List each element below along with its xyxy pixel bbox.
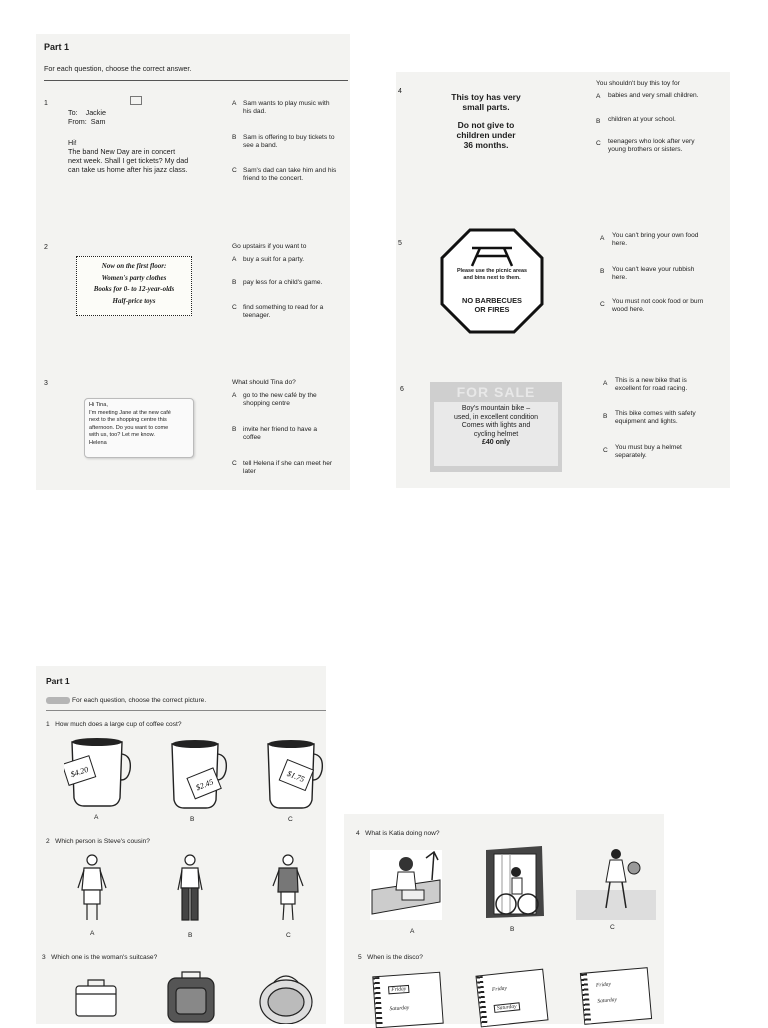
diary-a <box>372 972 443 1028</box>
suitcase-b <box>168 972 214 1022</box>
question-1: 1 How much does a large cup of coffee cost? <box>46 721 182 728</box>
option-b-text: You can't leave your rubbish here. <box>612 266 695 282</box>
exam-page-part1-reading-continued <box>396 72 730 488</box>
coffee-cup-a <box>64 738 130 806</box>
people-picture <box>72 852 322 926</box>
suitcases-picture <box>66 970 316 1024</box>
for-sale-title: FOR SALE <box>456 384 536 400</box>
person-a <box>78 855 106 920</box>
option-c[interactable]: C <box>232 167 237 174</box>
option-a[interactable]: A <box>603 380 608 387</box>
option-c-text: You must not cook food or burn wood here. <box>612 298 704 314</box>
diary-day-saturday: Saturday <box>494 1002 520 1013</box>
picture-label-a[interactable]: A <box>94 814 99 821</box>
sign-text: Please use the picnic areas and bins next to them. <box>456 268 528 281</box>
diary-pictures <box>374 970 658 1024</box>
coffee-cups-picture <box>64 734 334 814</box>
advert-text: Boy's mountain bike – used, in excellent condition Comes with lights and cycling helmet £40 only <box>434 402 558 466</box>
option-b[interactable]: B <box>232 426 237 433</box>
price-tag-a: $4.20 <box>69 764 90 780</box>
question-2: 2 Which person is Steve's cousin? <box>46 838 150 845</box>
picture-b-girl-with-bicycle <box>486 846 544 918</box>
question-number: 4 <box>398 88 402 95</box>
option-a-text: You can't bring your own food here. <box>612 232 699 248</box>
shop-notice: Now on the first floor: Women's party clothes Books for 0- to 12-year-olds Half-price toys <box>76 256 192 316</box>
person-c <box>273 855 303 920</box>
picture-label-c[interactable]: C <box>286 932 291 939</box>
option-c[interactable]: C <box>232 460 237 467</box>
text-message-bubble: Hi Tina, I'm meeting Jane at the new café next to the shopping centre this afternoon. Do you want to come with us, too? Let me know. Helena <box>84 398 194 458</box>
option-a-text: babies and very small children. <box>608 92 699 99</box>
diary-day-friday: Friday <box>595 981 612 989</box>
option-b[interactable]: B <box>232 279 237 286</box>
diary-c <box>580 967 652 1025</box>
option-a-text: This is a new bike that is excellent for road racing. <box>615 377 688 393</box>
picture-a-girl-studying-at-desk <box>370 850 442 920</box>
option-c-text: find something to read for a teenager. <box>243 304 324 320</box>
envelope-icon <box>130 96 142 105</box>
instruction-text: For each question, choose the correct picture. <box>72 697 207 704</box>
question-number: 1 <box>44 100 48 107</box>
picture-label-b[interactable]: B <box>190 816 195 823</box>
question-number: 3 <box>44 380 48 387</box>
option-a-text: Sam wants to play music with his dad. <box>243 100 330 116</box>
diary-b <box>475 969 548 1028</box>
option-c-text: Sam's dad can take him and his friend to the concert. <box>243 167 337 183</box>
for-sale-advert <box>430 382 562 472</box>
coffee-cup-b <box>172 740 226 808</box>
sign-warning: NO BARBECUES OR FIRES <box>462 296 522 314</box>
option-a[interactable]: A <box>232 100 237 107</box>
question-4: 4 What is Katia doing now? <box>356 830 440 837</box>
divider <box>46 710 326 711</box>
suitcase-a <box>76 980 116 1016</box>
suitcase-c <box>260 976 312 1024</box>
question-number: 2 <box>44 244 48 251</box>
diary-day-friday: Friday <box>388 985 409 994</box>
option-c-text: You must buy a helmet separately. <box>615 444 682 460</box>
diary-day-saturday: Saturday <box>597 996 618 1005</box>
question-stem: Go upstairs if you want to <box>232 243 307 250</box>
question-3: 3 Which one is the woman's suitcase? <box>42 954 158 961</box>
email-header: To: Jackie From: Sam <box>68 108 106 126</box>
option-c[interactable]: C <box>603 447 608 454</box>
exam-page-part1-reading <box>36 34 350 490</box>
option-a[interactable]: A <box>600 235 605 242</box>
diary-day-friday: Friday <box>491 985 508 994</box>
diary-day-saturday: Saturday <box>389 1004 410 1013</box>
option-b-text: invite her friend to have a coffee <box>243 426 318 442</box>
option-a[interactable]: A <box>232 256 237 263</box>
price-text: £40 only <box>481 439 510 447</box>
exam-page-part1-listening <box>36 666 326 1024</box>
instruction-text: For each question, choose the correct answer. <box>44 64 192 73</box>
diary-spiral <box>477 976 488 1026</box>
toy-warning-label: This toy has very small parts. Do not give to children under 36 months. <box>451 92 521 150</box>
picture-label-a[interactable]: A <box>90 930 95 937</box>
option-b-text: children at your school. <box>608 116 676 123</box>
option-c-text: teenagers who look after very young brothers or sisters. <box>608 138 695 154</box>
question-5: 5 When is the disco? <box>358 954 423 961</box>
option-b[interactable]: B <box>596 118 601 125</box>
option-b[interactable]: B <box>232 134 237 141</box>
option-b-text: Sam is offering to buy tickets to see a band. <box>243 134 335 150</box>
option-a-text: go to the new café by the shopping centre <box>243 392 317 408</box>
question-number: 5 <box>398 240 402 247</box>
picture-label-b[interactable]: B <box>188 932 193 939</box>
option-b-text: pay less for a child's game. <box>243 279 323 286</box>
picture-label-a[interactable]: A <box>410 928 415 935</box>
diary-spiral <box>581 973 591 1023</box>
price-tag-b: $2.45 <box>194 777 215 793</box>
option-a[interactable]: A <box>596 93 601 100</box>
option-c[interactable]: C <box>596 140 601 147</box>
person-b <box>178 855 202 920</box>
option-b-text: This bike comes with safety equipment and lights. <box>615 410 696 426</box>
option-c-text: tell Helena if she can meet her later <box>243 460 333 476</box>
option-b[interactable]: B <box>600 268 605 275</box>
option-c[interactable]: C <box>600 301 605 308</box>
option-c[interactable]: C <box>232 304 237 311</box>
option-a-text: buy a suit for a party. <box>243 256 305 263</box>
question-number: 6 <box>400 386 404 393</box>
email-body: Hi! The band New Day are in concert next week. Shall I get tickets? My dad can take us home after his jazz class. <box>68 138 189 174</box>
exam-page-part1-listening-continued <box>344 814 664 1024</box>
diary-spiral <box>373 977 382 1027</box>
option-a[interactable]: A <box>232 392 237 399</box>
coffee-cup-c <box>268 740 322 808</box>
option-b[interactable]: B <box>603 413 608 420</box>
question-stem: What should Tina do? <box>232 379 296 386</box>
audio-track-icon <box>46 697 70 704</box>
part-title: Part 1 <box>44 42 70 52</box>
picture-c-girl-playing-ball-on-beach <box>576 849 656 920</box>
katia-activity-picture <box>370 846 660 926</box>
picture-label-c[interactable]: C <box>610 924 615 931</box>
picture-label-c[interactable]: C <box>288 816 293 823</box>
question-stem: You shouldn't buy this toy for <box>596 80 680 87</box>
picture-label-b[interactable]: B <box>510 926 515 933</box>
divider <box>44 80 348 81</box>
part-title: Part 1 <box>46 676 70 686</box>
price-tag-c: $1.75 <box>285 768 306 785</box>
